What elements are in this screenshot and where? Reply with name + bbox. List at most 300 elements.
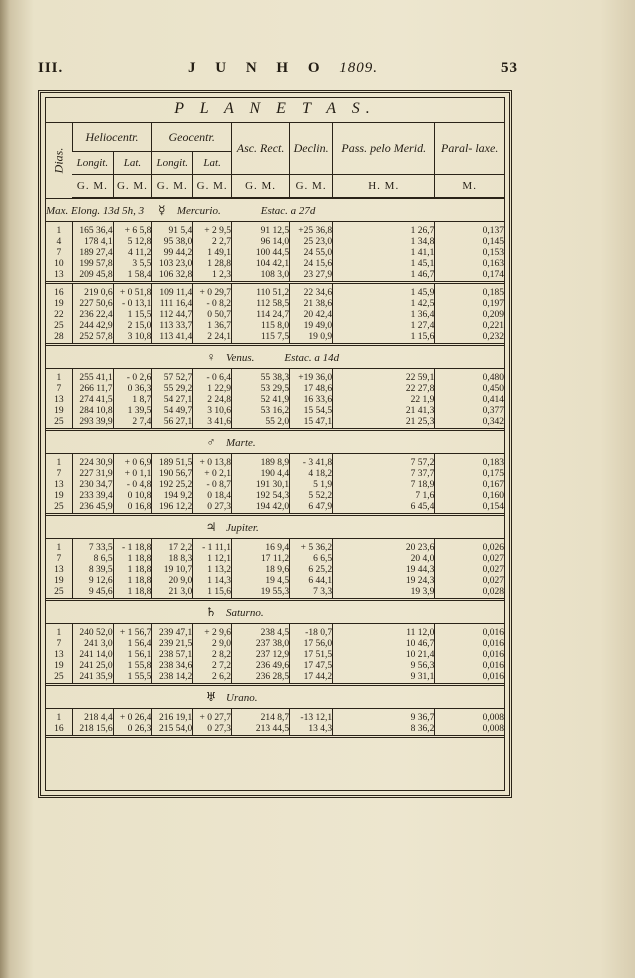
table-cell: 239 47,1 (152, 628, 193, 639)
table-frame (38, 90, 512, 798)
table-cell: 1 18,8 (113, 554, 152, 565)
table-cell: 24 55,0 (290, 248, 333, 259)
table-cell: 110 51,2 (232, 288, 290, 299)
planet-name: Saturno. (226, 606, 264, 619)
table-cell: 18 9,6 (232, 565, 290, 576)
table-cell: 19 (54, 491, 64, 501)
table-cell: 3 5,5 (113, 259, 152, 270)
table-cell: + 0 26,4 (113, 713, 152, 724)
table-cell: 0,414 (435, 395, 504, 406)
table-cell: 219 0,6 (72, 288, 113, 299)
table-cell: 20 9,0 (152, 576, 193, 587)
table-cell: - 0 13,1 (113, 299, 152, 310)
table-cell: 5 12,8 (113, 237, 152, 248)
unit-header: G. M. (113, 175, 152, 199)
table-cell: 10 46,7 (333, 639, 435, 650)
table-cell: 189 51,5 (152, 458, 193, 469)
table-row (46, 237, 504, 248)
table-cell: 4 11,2 (113, 248, 152, 259)
unit-header: G. M. (152, 175, 193, 199)
page-number: 53 (501, 60, 518, 76)
table-cell: 1 (56, 226, 62, 236)
table-cell: 244 42,9 (72, 321, 113, 332)
table-cell: 213 44,5 (232, 724, 290, 737)
table-cell: 52 41,9 (232, 395, 290, 406)
table-cell: 7 (56, 384, 62, 394)
table-cell: 2 15,0 (113, 321, 152, 332)
planet-symbol-icon: ☿ (158, 202, 166, 217)
table-cell: 3 41,6 (193, 417, 232, 430)
table-cell: - 0 6,4 (193, 373, 232, 384)
table-cell: +19 36,0 (290, 373, 333, 384)
table-cell: 190 4,4 (232, 469, 290, 480)
table-cell: 2 24,8 (193, 395, 232, 406)
table-cell: 28 (46, 332, 72, 345)
table-cell: 17 11,2 (232, 554, 290, 565)
table-cell: 0,450 (435, 384, 504, 395)
table-cell: 0,137 (435, 226, 504, 237)
table-cell: 236 28,5 (232, 672, 290, 685)
table-cell: 6 25,2 (290, 565, 333, 576)
table-cell: 0,175 (435, 469, 504, 480)
table-cell: 241 25,0 (72, 661, 113, 672)
table-cell: 216 19,1 (152, 713, 193, 724)
table-cell: 15 47,1 (290, 417, 333, 430)
table-cell: 178 4,1 (72, 237, 113, 248)
table-cell: 3 10,8 (113, 332, 152, 345)
table-row (46, 321, 504, 332)
table-cell: 2 8,2 (193, 650, 232, 661)
table-cell: 22 (54, 310, 64, 320)
table-cell: 6 6,5 (290, 554, 333, 565)
table-cell: 1 36,7 (193, 321, 232, 332)
stationary-note: Estac. a 27d (260, 204, 316, 217)
table-cell: 10 (54, 259, 64, 269)
table-cell: 13 (54, 480, 64, 490)
unit-header: G. M. (72, 175, 113, 199)
table-cell: 21 41,3 (333, 406, 435, 417)
table-cell: 1 45,1 (333, 259, 435, 270)
table-cell: 194 9,2 (152, 491, 193, 502)
table-cell: 227 31,9 (72, 469, 113, 480)
table-cell: 238 4,5 (232, 628, 290, 639)
table-cell: 0 36,3 (113, 384, 152, 395)
table-row (46, 491, 504, 502)
table-cell: 20 42,4 (290, 310, 333, 321)
table-cell: 237 38,0 (232, 639, 290, 650)
table-cell: 24 15,6 (290, 259, 333, 270)
planet-section-header (46, 198, 504, 222)
table-cell: 1 46,7 (333, 270, 435, 283)
table-cell: + 6 5,8 (113, 226, 152, 237)
table-cell: 238 14,2 (152, 672, 193, 685)
table-cell: 19 (54, 576, 64, 586)
table-row (46, 406, 504, 417)
table-cell: 189 27,4 (72, 248, 113, 259)
table-cell: 106 32,8 (152, 270, 193, 283)
table-cell: 19 (54, 406, 64, 416)
planet-section-header (46, 430, 504, 454)
table-cell: 227 50,6 (72, 299, 113, 310)
table-cell: 104 42,1 (232, 259, 290, 270)
table-row (46, 270, 504, 283)
table-cell: 3 10,6 (193, 406, 232, 417)
table-cell: 236 45,9 (72, 502, 113, 515)
table-cell: 1 49,1 (193, 248, 232, 259)
declination-header: Declin. (290, 123, 333, 175)
table-cell: 113 41,4 (152, 332, 193, 345)
table-cell: 238 34,6 (152, 661, 193, 672)
table-cell: 0 27,3 (193, 724, 232, 737)
table-cell: - 3 41,8 (290, 458, 333, 469)
month-title: J U N H O 1809. (188, 60, 378, 76)
table-cell: 233 39,4 (72, 491, 113, 502)
table-cell: 54 49,7 (152, 406, 193, 417)
table-cell: 0,163 (435, 259, 504, 270)
table-cell: 1 18,8 (113, 565, 152, 576)
table-cell: 252 57,8 (72, 332, 113, 345)
table-cell: 2 7,4 (113, 417, 152, 430)
table-cell: 0,232 (435, 332, 504, 345)
table-cell: 0,209 (435, 310, 504, 321)
planet-name: Mercurio. (176, 204, 221, 217)
table-cell: 2 6,2 (193, 672, 232, 685)
table-cell: + 2 9,6 (193, 628, 232, 639)
table-cell: 19 4,5 (232, 576, 290, 587)
table-cell: 1 22,9 (193, 384, 232, 395)
table-cell: 13 4,3 (290, 724, 333, 737)
table-cell: 53 29,5 (232, 384, 290, 395)
dias-header: Dias. (46, 123, 72, 198)
table-cell: 114 24,7 (232, 310, 290, 321)
table-cell: 0 27,3 (193, 502, 232, 515)
table-cell: 1 39,5 (113, 406, 152, 417)
table-cell: 192 25,2 (152, 480, 193, 491)
table-cell: 0,153 (435, 248, 504, 259)
table-cell: 218 4,4 (72, 713, 113, 724)
planet-symbol-icon: ♃ (205, 519, 217, 534)
table-row (46, 332, 504, 345)
table-cell: 274 41,5 (72, 395, 113, 406)
table-cell: 1 41,1 (333, 248, 435, 259)
table-cell: 100 44,5 (232, 248, 290, 259)
table-cell: 240 52,0 (72, 628, 113, 639)
table-row (46, 248, 504, 259)
table-row (46, 226, 504, 237)
table-cell: 9 31,1 (333, 672, 435, 685)
table-cell: 25 (46, 417, 72, 430)
geo-longitude-header: Longit. (152, 152, 193, 175)
table-cell: + 2 9,5 (193, 226, 232, 237)
table-cell: 23 27,9 (290, 270, 333, 283)
table-cell: 2 2,7 (193, 237, 232, 248)
table-cell: 19 44,3 (333, 565, 435, 576)
table-cell: 1 28,8 (193, 259, 232, 270)
table-cell: 293 39,9 (72, 417, 113, 430)
table-cell: 0,183 (435, 458, 504, 469)
table-cell: 1 34,8 (333, 237, 435, 248)
table-cell: 7 33,5 (72, 543, 113, 554)
table-cell: 112 44,7 (152, 310, 193, 321)
table-row (46, 565, 504, 576)
table-cell: 1 15,6 (193, 587, 232, 600)
table-cell: 21 38,6 (290, 299, 333, 310)
table-cell: 7 (56, 554, 62, 564)
table-cell: 17 47,5 (290, 661, 333, 672)
table-cell: +25 36,8 (290, 226, 333, 237)
table-cell: 19 (54, 299, 64, 309)
table-cell: 2 7,2 (193, 661, 232, 672)
table-row (46, 724, 504, 737)
planet-symbol-icon: ♄ (205, 604, 217, 619)
table-row (46, 650, 504, 661)
chapter-number: III. (38, 60, 64, 76)
table-row (46, 576, 504, 587)
table-row (46, 458, 504, 469)
table-body (46, 198, 504, 737)
table-cell: 22 59,1 (333, 373, 435, 384)
table-cell: + 1 56,7 (113, 628, 152, 639)
table-row (46, 713, 504, 724)
table-cell: 19 24,3 (333, 576, 435, 587)
table-cell: 57 52,7 (152, 373, 193, 384)
table-cell: 0,008 (435, 724, 504, 737)
table-cell: 1 42,5 (333, 299, 435, 310)
table-cell: 1 (56, 458, 62, 468)
table-cell: 112 58,5 (232, 299, 290, 310)
table-cell: 0,016 (435, 661, 504, 672)
elongation-note: Max. Elong. 13d 5h, 3 (46, 204, 147, 217)
table-cell: 7 37,7 (333, 469, 435, 480)
table-cell: 25 (54, 321, 64, 331)
table-cell: 1 (56, 713, 62, 723)
planet-section-header (46, 515, 504, 539)
table-cell: 2 9,0 (193, 639, 232, 650)
table-row (46, 384, 504, 395)
table-cell: 20 4,0 (333, 554, 435, 565)
geo-latitude-header: Lat. (193, 152, 232, 175)
table-cell: 241 3,0 (72, 639, 113, 650)
table-cell: 5 52,2 (290, 491, 333, 502)
table-cell: 0 16,8 (113, 502, 152, 515)
table-cell: 111 16,4 (152, 299, 193, 310)
table-cell: 21 25,3 (333, 417, 435, 430)
table-cell: 0,028 (435, 587, 504, 600)
passage-header: Pass. pelo Merid. (333, 123, 435, 175)
table-cell: 113 33,7 (152, 321, 193, 332)
table-cell: 0 18,4 (193, 491, 232, 502)
table-cell: 7 (56, 248, 62, 258)
unit-header: G. M. (290, 175, 333, 199)
table-cell: + 0 2,1 (193, 469, 232, 480)
table-cell: 6 47,9 (290, 502, 333, 515)
table-cell: 0,174 (435, 270, 504, 283)
table-row (46, 288, 504, 299)
unit-header: H. M. (333, 175, 435, 199)
table-cell: 0,016 (435, 672, 504, 685)
table-cell: 0,016 (435, 650, 504, 661)
table-cell: 0,185 (435, 288, 504, 299)
table-cell: + 5 36,2 (290, 543, 333, 554)
table-row (46, 554, 504, 565)
table-cell: 1 45,9 (333, 288, 435, 299)
table-row (46, 310, 504, 321)
table-cell: 0,480 (435, 373, 504, 384)
planet-section-header (46, 600, 504, 624)
table-cell: 1 26,7 (333, 226, 435, 237)
table-cell: 0 10,8 (113, 491, 152, 502)
table-cell: + 0 13,8 (193, 458, 232, 469)
table-cell: 1 55,5 (113, 672, 152, 685)
planet-name: Marte. (226, 436, 256, 449)
table-title: P L A N E T A S. (46, 100, 504, 123)
table-cell: 25 (46, 502, 72, 515)
table-cell: 109 11,4 (152, 288, 193, 299)
table-cell: 1 2,3 (193, 270, 232, 283)
planet-name: Jupiter. (226, 521, 259, 534)
table-cell: 0,145 (435, 237, 504, 248)
geocentric-header: Geocentr. (152, 123, 232, 152)
table-cell: 9 12,6 (72, 576, 113, 587)
planet-table (46, 123, 504, 738)
table-cell: 1 (56, 543, 62, 553)
table-cell: 7 1,6 (333, 491, 435, 502)
table-cell: 238 57,1 (152, 650, 193, 661)
table-cell: 191 30,1 (232, 480, 290, 491)
table-cell: 194 42,0 (232, 502, 290, 515)
table-cell: 19 0,9 (290, 332, 333, 345)
table-cell: + 0 51,8 (113, 288, 152, 299)
table-cell: 15 54,5 (290, 406, 333, 417)
year: 1809. (339, 60, 378, 76)
table-cell: 17 2,2 (152, 543, 193, 554)
table-row (46, 628, 504, 639)
table-row (46, 480, 504, 491)
table-cell: 215 54,0 (152, 724, 193, 737)
table-cell: + 0 27,7 (193, 713, 232, 724)
table-cell: 236 49,6 (232, 661, 290, 672)
table-cell: + 0 29,7 (193, 288, 232, 299)
table-cell: 0 26,3 (113, 724, 152, 737)
table-cell: + 0 6,9 (113, 458, 152, 469)
table-row (46, 395, 504, 406)
table-cell: 53 16,2 (232, 406, 290, 417)
table-cell: 0,027 (435, 576, 504, 587)
table-cell: 0,377 (435, 406, 504, 417)
table-cell: 9 36,7 (333, 713, 435, 724)
table-cell: -18 0,7 (290, 628, 333, 639)
table-cell: 236 22,4 (72, 310, 113, 321)
table-cell: 91 12,5 (232, 226, 290, 237)
table-cell: 17 44,2 (290, 672, 333, 685)
table-cell: 0,016 (435, 628, 504, 639)
parallax-header: Paral- laxe. (435, 123, 504, 175)
table-cell: 7 (56, 639, 62, 649)
table-cell: 237 12,9 (232, 650, 290, 661)
table-row (46, 259, 504, 270)
table-cell: 55 2,0 (232, 417, 290, 430)
table-cell: 1 56,1 (113, 650, 152, 661)
table-cell: 1 27,4 (333, 321, 435, 332)
table-cell: 4 18,2 (290, 469, 333, 480)
table-cell: 25 (46, 672, 72, 685)
table-cell: 19 49,0 (290, 321, 333, 332)
table-cell: 0,027 (435, 565, 504, 576)
table-cell: 8 6,5 (72, 554, 113, 565)
table-cell: 7 18,9 (333, 480, 435, 491)
table-cell: 8 36,2 (333, 724, 435, 737)
table-cell: 19 3,9 (333, 587, 435, 600)
table-cell: 13 (54, 395, 64, 405)
table-cell: 16 9,4 (232, 543, 290, 554)
table-cell: 209 45,8 (72, 270, 113, 283)
table-cell: 55 38,3 (232, 373, 290, 384)
table-cell: -13 12,1 (290, 713, 333, 724)
table-cell: 99 44,2 (152, 248, 193, 259)
table-cell: 22 1,9 (333, 395, 435, 406)
table-row (46, 587, 504, 600)
table-cell: 0,197 (435, 299, 504, 310)
table-row (46, 502, 504, 515)
table-cell: 103 23,0 (152, 259, 193, 270)
table-cell: - 0 8,2 (193, 299, 232, 310)
table-cell: 0 50,7 (193, 310, 232, 321)
planet-symbol-icon: ♂ (206, 434, 216, 449)
table-cell: 19 10,7 (152, 565, 193, 576)
table-cell: 255 41,1 (72, 373, 113, 384)
table-cell: 1 12,1 (193, 554, 232, 565)
planet-name: Venus. (226, 351, 255, 364)
table-cell: 1 18,8 (113, 587, 152, 600)
table-cell: - 1 18,8 (113, 543, 152, 554)
table-cell: 18 8,3 (152, 554, 193, 565)
table-cell: 91 5,4 (152, 226, 193, 237)
table-cell: 218 15,6 (72, 724, 113, 737)
table-cell: 22 27,8 (333, 384, 435, 395)
table-cell: 165 36,4 (72, 226, 113, 237)
table-cell: 230 34,7 (72, 480, 113, 491)
table-row (46, 543, 504, 554)
table-cell: 16 (46, 724, 72, 737)
unit-header: G. M. (193, 175, 232, 199)
table-row (46, 469, 504, 480)
table-cell: 239 21,5 (152, 639, 193, 650)
table-cell: 13 (46, 270, 72, 283)
table-cell: 1 36,4 (333, 310, 435, 321)
table-cell: 6 45,4 (333, 502, 435, 515)
planet-section-header (46, 345, 504, 369)
table-cell: 0,027 (435, 554, 504, 565)
table-cell: 7 57,2 (333, 458, 435, 469)
table-cell: 1 15,5 (113, 310, 152, 321)
table-cell: 95 38,0 (152, 237, 193, 248)
planet-name: Urano. (226, 691, 258, 704)
table-cell: 10 21,4 (333, 650, 435, 661)
unit-header: M. (435, 175, 504, 199)
table-cell: 9 56,3 (333, 661, 435, 672)
table-cell: 20 23,6 (333, 543, 435, 554)
table-cell: 9 45,6 (72, 587, 113, 600)
table-cell: 1 15,6 (333, 332, 435, 345)
table-cell: 190 56,7 (152, 469, 193, 480)
table-cell: 0,016 (435, 639, 504, 650)
table-cell: 241 35,9 (72, 672, 113, 685)
table-cell: 17 51,5 (290, 650, 333, 661)
table-cell: 5 1,9 (290, 480, 333, 491)
table-cell: 7 3,3 (290, 587, 333, 600)
table-cell: 56 27,1 (152, 417, 193, 430)
table-cell: 214 8,7 (232, 713, 290, 724)
